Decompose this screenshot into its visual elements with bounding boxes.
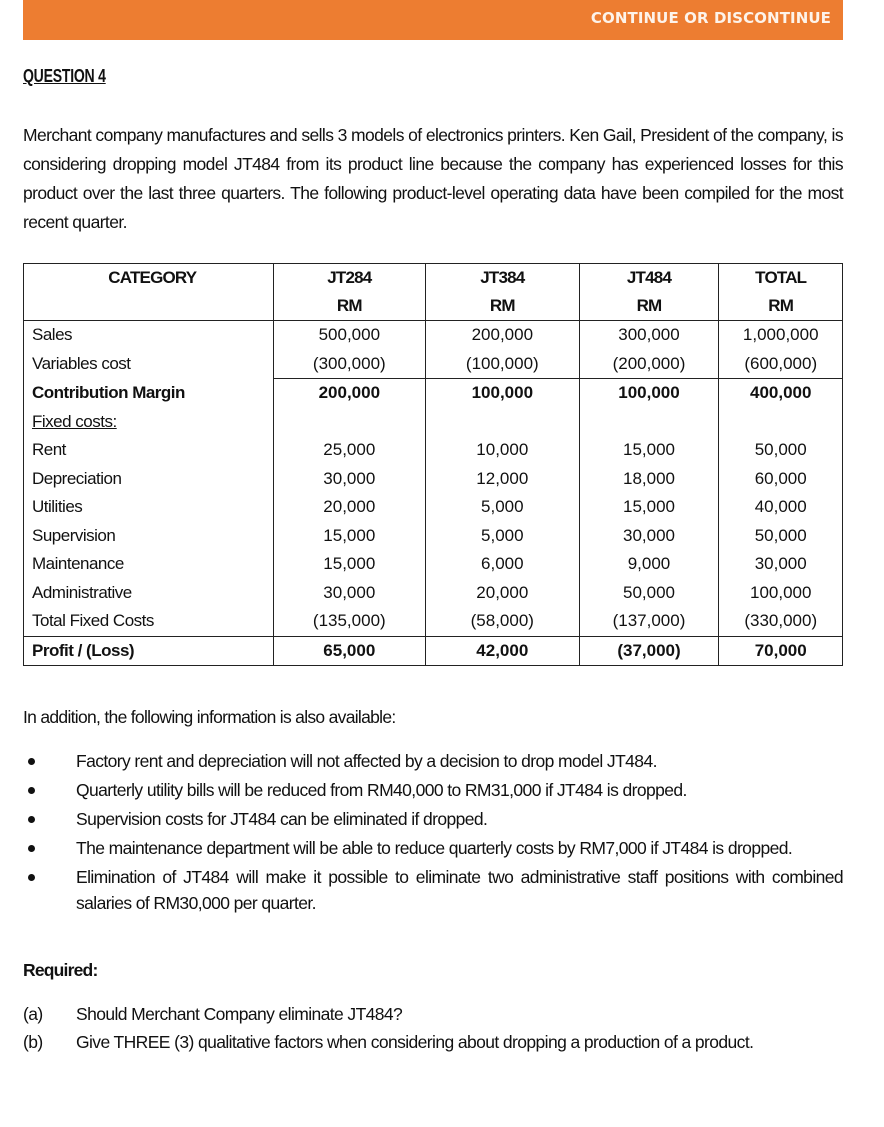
row-label: Rent bbox=[24, 436, 274, 465]
cell-jt284: 15,000 bbox=[273, 522, 426, 551]
list-item bbox=[23, 777, 843, 803]
cell-jt284: 30,000 bbox=[273, 465, 426, 494]
cell-jt284: 20,000 bbox=[273, 493, 426, 522]
header-category: CATEGORY bbox=[24, 264, 274, 321]
cell-total: 30,000 bbox=[719, 550, 843, 579]
cell-total: 60,000 bbox=[719, 465, 843, 494]
table-row-profit-loss bbox=[24, 636, 843, 666]
row-label: Total Fixed Costs bbox=[24, 607, 274, 636]
cell-jt284: 30,000 bbox=[273, 579, 426, 608]
cell-jt384: 10,000 bbox=[426, 436, 579, 465]
table-row-variable-cost bbox=[24, 350, 843, 379]
list-item bbox=[23, 806, 843, 832]
cell-jt484: 15,000 bbox=[579, 493, 719, 522]
cell-jt484: 15,000 bbox=[579, 436, 719, 465]
cell-total: 400,000 bbox=[719, 379, 843, 408]
table-row-utilities bbox=[24, 493, 843, 522]
cell-jt484: 30,000 bbox=[579, 522, 719, 551]
cell-jt484: 9,000 bbox=[579, 550, 719, 579]
table-row-depreciation bbox=[24, 465, 843, 494]
cell-jt284 bbox=[273, 408, 426, 437]
cell-jt284: 15,000 bbox=[273, 550, 426, 579]
cell-jt484: 100,000 bbox=[579, 379, 719, 408]
additional-info-intro: In addition, the following information is also available: bbox=[23, 707, 396, 727]
list-item-text: Factory rent and depreciation will not affected by a decision to drop model JT484. bbox=[76, 751, 657, 771]
banner-title: CONTINUE OR DISCONTINUE bbox=[590, 9, 831, 27]
row-label: Supervision bbox=[24, 522, 274, 551]
cell-jt384: 100,000 bbox=[426, 379, 579, 408]
list-item-text: Quarterly utility bills will be reduced from RM40,000 to RM31,000 if JT484 is dropped. bbox=[76, 780, 687, 800]
cell-jt484: (200,000) bbox=[579, 350, 719, 379]
cell-jt384: (58,000) bbox=[426, 607, 579, 636]
cell-jt384 bbox=[426, 408, 579, 437]
cell-jt284: 65,000 bbox=[273, 636, 426, 666]
bullet-icon bbox=[28, 874, 35, 881]
list-item-text: Supervision costs for JT484 can be eliminated if dropped. bbox=[76, 809, 488, 829]
cell-jt284: 500,000 bbox=[273, 321, 426, 350]
list-item-text: The maintenance department will be able to reduce quarterly costs by RM7,000 if JT484 is dropped. bbox=[76, 838, 793, 858]
cell-jt284: (300,000) bbox=[273, 350, 426, 379]
cell-total bbox=[719, 408, 843, 437]
cell-total: 40,000 bbox=[719, 493, 843, 522]
list-item-text: Elimination of JT484 will make it possible to eliminate two administrative staff positions with combined salaries of RM30,000 per quarter. bbox=[76, 867, 843, 913]
header-total: TOTAL RM bbox=[719, 264, 843, 321]
header-jt284: JT284 RM bbox=[273, 264, 426, 321]
header-jt384: JT384 RM bbox=[426, 264, 579, 321]
cell-jt484: 50,000 bbox=[579, 579, 719, 608]
cell-jt384: 42,000 bbox=[426, 636, 579, 666]
cell-jt284: 25,000 bbox=[273, 436, 426, 465]
row-label: Profit / (Loss) bbox=[24, 636, 274, 666]
cell-total: 1,000,000 bbox=[719, 321, 843, 350]
section-banner bbox=[23, 0, 843, 40]
row-label: Contribution Margin bbox=[24, 379, 274, 408]
cell-total: (600,000) bbox=[719, 350, 843, 379]
cell-jt384: 5,000 bbox=[426, 493, 579, 522]
question-intro: Merchant company manufactures and sells 3 models of electronics printers. Ken Gail, President of the company, is considering dropping model JT484 from its product line because the company has experienced losses for this product over the last three quarters. The following product-level operating data have been compiled for the most recent quarter. bbox=[23, 125, 843, 232]
cell-jt384: 5,000 bbox=[426, 522, 579, 551]
required-item-b bbox=[23, 1028, 843, 1056]
required-heading: Required: bbox=[23, 960, 98, 980]
bullet-icon bbox=[28, 816, 35, 823]
table-row-administrative bbox=[24, 579, 843, 608]
operating-data-table bbox=[23, 263, 843, 666]
table-row-rent bbox=[24, 436, 843, 465]
required-item-label: (b) bbox=[23, 1032, 43, 1052]
cell-jt384: 6,000 bbox=[426, 550, 579, 579]
cell-jt484 bbox=[579, 408, 719, 437]
row-label: Administrative bbox=[24, 579, 274, 608]
cell-total: 100,000 bbox=[719, 579, 843, 608]
header-jt484: JT484 RM bbox=[579, 264, 719, 321]
required-item-label: (a) bbox=[23, 1004, 43, 1024]
list-item bbox=[23, 835, 843, 861]
cell-jt484: (137,000) bbox=[579, 607, 719, 636]
table-row-maintenance bbox=[24, 550, 843, 579]
required-item-a bbox=[23, 1000, 843, 1028]
cell-jt384: 200,000 bbox=[426, 321, 579, 350]
list-item bbox=[23, 864, 843, 916]
required-item-text: Give THREE (3) qualitative factors when considering about dropping a production of a product. bbox=[76, 1032, 754, 1052]
bullet-icon bbox=[28, 758, 35, 765]
required-list bbox=[23, 1000, 843, 1056]
table-row-fixed-costs-heading bbox=[24, 408, 843, 437]
bullet-icon bbox=[28, 787, 35, 794]
table-header-row bbox=[24, 264, 843, 321]
table-row-total-fixed-costs bbox=[24, 607, 843, 636]
cell-jt484: 18,000 bbox=[579, 465, 719, 494]
cell-jt484: 300,000 bbox=[579, 321, 719, 350]
cell-jt384: 20,000 bbox=[426, 579, 579, 608]
cell-jt484: (37,000) bbox=[579, 636, 719, 666]
cell-total: 70,000 bbox=[719, 636, 843, 666]
cell-total: 50,000 bbox=[719, 436, 843, 465]
row-label: Utilities bbox=[24, 493, 274, 522]
table-row-supervision bbox=[24, 522, 843, 551]
bullet-icon bbox=[28, 845, 35, 852]
cell-jt284: 200,000 bbox=[273, 379, 426, 408]
row-label: Maintenance bbox=[24, 550, 274, 579]
row-label: Sales bbox=[24, 321, 274, 350]
table-row-sales bbox=[24, 321, 843, 350]
cell-total: (330,000) bbox=[719, 607, 843, 636]
list-item bbox=[23, 748, 843, 774]
row-label: Depreciation bbox=[24, 465, 274, 494]
required-item-text: Should Merchant Company eliminate JT484? bbox=[76, 1004, 403, 1024]
cell-jt384: 12,000 bbox=[426, 465, 579, 494]
cell-total: 50,000 bbox=[719, 522, 843, 551]
question-title: QUESTION 4 bbox=[23, 66, 106, 86]
table-row-contribution-margin bbox=[24, 379, 843, 408]
additional-info-list bbox=[23, 748, 843, 919]
cell-jt384: (100,000) bbox=[426, 350, 579, 379]
cell-jt284: (135,000) bbox=[273, 607, 426, 636]
row-label: Fixed costs: bbox=[24, 408, 274, 437]
row-label: Variables cost bbox=[24, 350, 274, 379]
